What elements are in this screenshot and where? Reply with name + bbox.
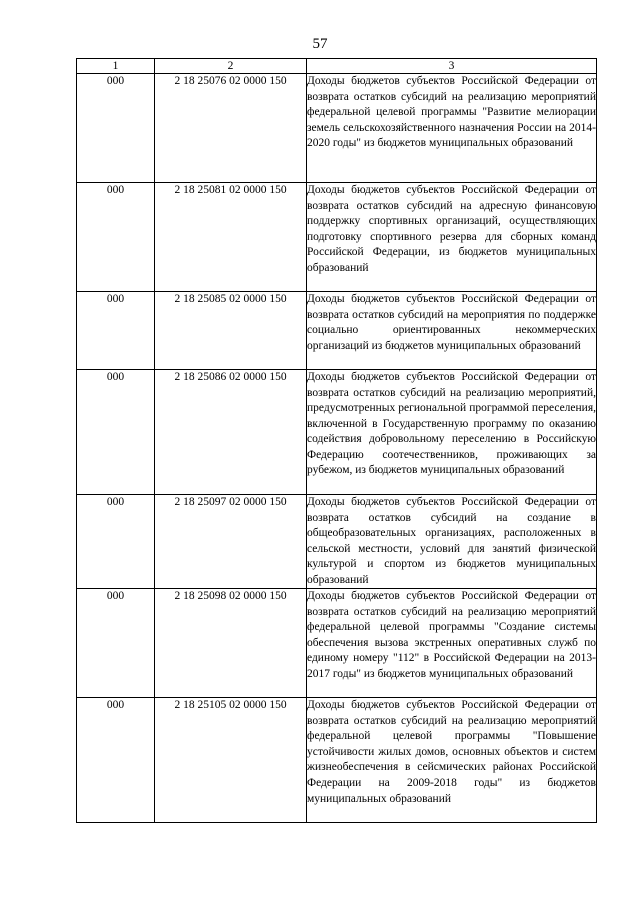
table-row [77,495,597,589]
admin-code-cell: 000 [77,589,155,698]
table-header-row [77,59,597,74]
description-cell [307,495,597,589]
description-cell [307,589,597,698]
description-cell [307,370,597,495]
budget-code-cell: 2 18 25105 02 0000 150 [155,698,307,823]
description-text: Доходы бюджетов субъектов Российской Федерации от возврата остатков субсидий на адресную финансовую поддержку спортивных организаций, осуществляющих подготовку спортивного резерва для сборных команд Российской Федерации, из бюджетов муниципальных образований [307,184,596,274]
table-row [77,589,597,698]
table-row [77,292,597,370]
budget-code-cell: 2 18 25085 02 0000 150 [155,292,307,370]
description-text: Доходы бюджетов субъектов Российской Федерации от возврата остатков субсидий на реализацию мероприятий федеральной целевой программы "Повышение устойчивости жилых домов, основных объектов и систем жизнеобеспечения в сейсмических районах Российской Федерации на 2009-2018 годы" из бюджетов муниципальных образований [307,699,596,805]
table-row [77,74,597,183]
admin-code-cell: 000 [77,74,155,183]
column-header-3: 3 [307,59,597,74]
description-cell [307,292,597,370]
column-header-2: 2 [155,59,307,74]
budget-code-cell: 2 18 25076 02 0000 150 [155,74,307,183]
page-number: 57 [312,36,328,52]
budget-revenue-table [76,58,597,823]
description-cell [307,183,597,292]
table-row [77,370,597,495]
admin-code-cell: 000 [77,495,155,589]
description-text: Доходы бюджетов субъектов Российской Федерации от возврата остатков субсидий на реализацию мероприятий федеральной целевой программы "Создание системы обеспечения вызова экстренных оперативных служб по единому номеру "112" в Российской Федерации на 2013-2017 годы" из бюджетов муниципальных образований [307,590,596,681]
description-cell [307,74,597,183]
admin-code-cell: 000 [77,292,155,370]
table-row [77,698,597,823]
budget-code-cell: 2 18 25086 02 0000 150 [155,370,307,495]
admin-code-cell: 000 [77,698,155,823]
admin-code-cell: 000 [77,183,155,292]
budget-code-cell: 2 18 25098 02 0000 150 [155,589,307,698]
admin-code-cell: 000 [77,370,155,495]
description-cell [307,698,597,823]
description-text: Доходы бюджетов субъектов Российской Федерации от возврата остатков субсидий на создание в общеобразовательных организациях, расположенных в сельской местности, условий для занятий физической культурой и спортом из бюджетов муниципальных образований [307,496,596,586]
budget-code-cell: 2 18 25097 02 0000 150 [155,495,307,589]
description-text: Доходы бюджетов субъектов Российской Федерации от возврата остатков субсидий на мероприятия по поддержке социально ориентированных некоммерческих организаций из бюджетов муниципальных образований [307,293,596,352]
budget-code-cell: 2 18 25081 02 0000 150 [155,183,307,292]
table-row [77,183,597,292]
description-text: Доходы бюджетов субъектов Российской Федерации от возврата остатков субсидий на реализацию мероприятий, предусмотренных региональной программой переселения, включенной в Государственную программу по оказанию содействия добровольному переселению в Российскую Федерацию соотечественников, проживающих за рубежом, из бюджетов муниципальных образований [307,371,596,477]
description-text: Доходы бюджетов субъектов Российской Федерации от возврата остатков субсидий на реализацию мероприятий федеральной целевой программы "Развитие мелиорации земель сельскохозяйственного назначения России на 2014-2020 годы" из бюджетов муниципальных образований [307,75,596,150]
column-header-1: 1 [77,59,155,74]
